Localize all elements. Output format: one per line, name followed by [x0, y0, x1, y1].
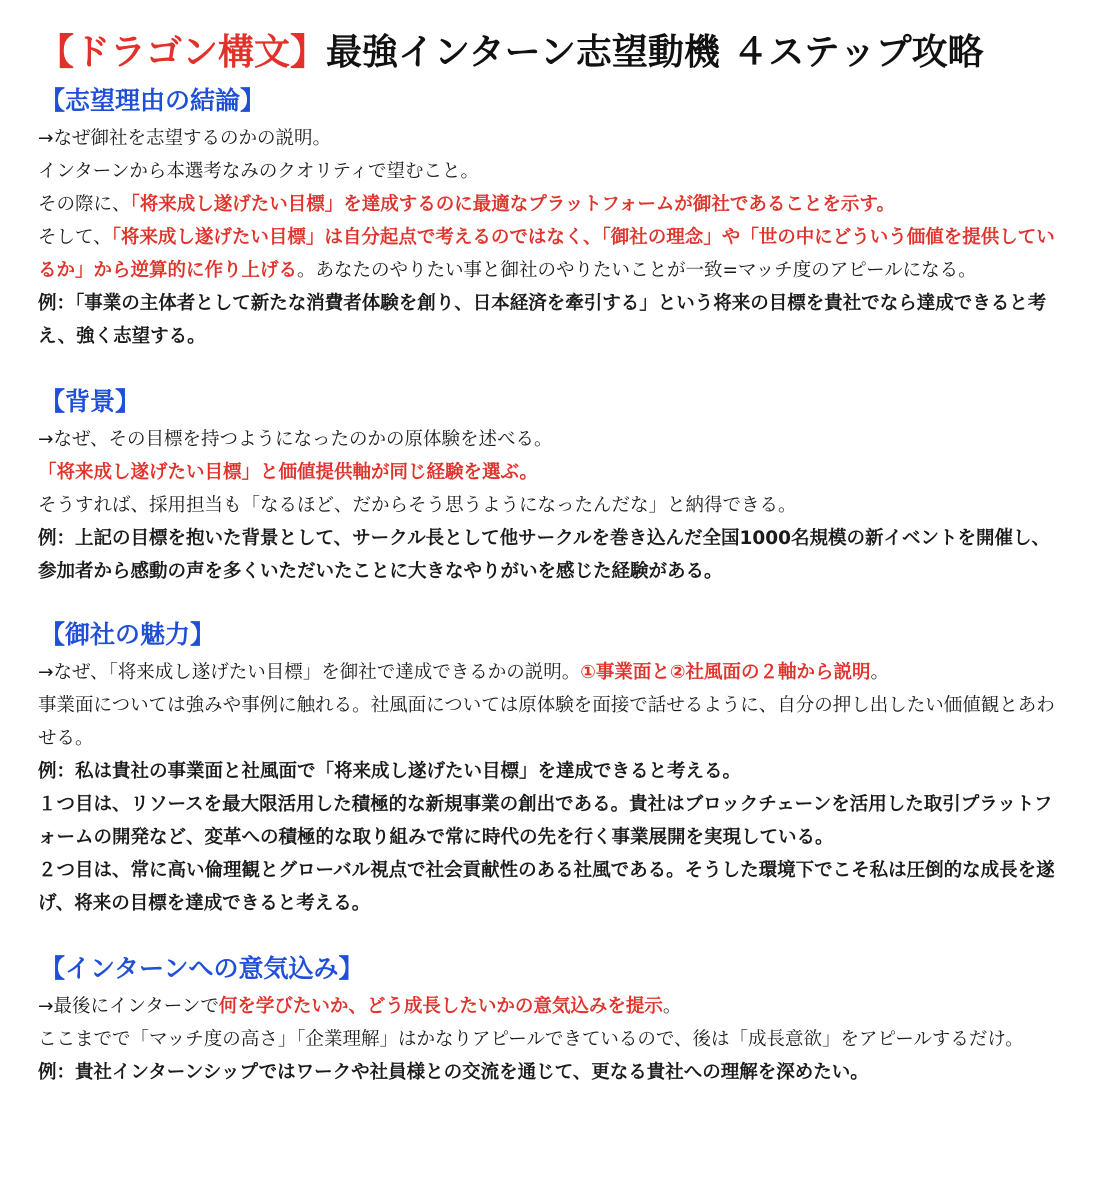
section-enthusiasm — [38, 950, 1058, 1089]
example-text: 例：「事業の主体者として新たな消費者体験を創り、日本経済を牽引する」という将来の目標を貴社でなら達成できると考え、強く志望する。 — [38, 293, 1047, 347]
section-line — [38, 221, 1058, 287]
title-main: 最強インターン志望動機 ４ステップ攻略 — [326, 32, 984, 73]
line-text: その際に、 — [38, 194, 131, 215]
section-line: そうすれば、採用担当も「なるほど、だからそう思うようになったんだな」と納得できる。 — [38, 495, 797, 516]
example-text: 例：私は貴社の事業面と社風面で「将来成し遂げたい目標」を達成できると考える。 — [38, 761, 742, 782]
line-text: →なぜ、「将来成し遂げたい目標」を御社で達成できるかの説明。 — [38, 662, 581, 683]
line-text: 。あなたのやりたい事と御社のやりたいことが一致=マッチ度のアピールになる。 — [297, 260, 977, 281]
document-page — [38, 28, 1058, 1089]
example-text: 例：上記の目標を抱いた背景として、サークル長として他サークルを巻き込んだ全国1000名規模の新イベントを開催し、参加者から感動の声を多くいただいたことに大きなやりがいを感じた経験がある。 — [38, 528, 1051, 582]
line-text: そして、 — [38, 227, 112, 248]
section-line: 事業面については強みや事例に触れる。社風面については原体験を面接で話せるように、自分の押し出したい価値観とあわせる。 — [38, 695, 1055, 749]
line-text: 。 — [662, 996, 682, 1017]
section-line: →なぜ、その目標を持つようになったのかの原体験を述べる。 — [38, 429, 553, 450]
highlight-text: 「将来成し遂げたい目標」は自分起点で考えるのではなく、「御社の理念」や「世の中にどういう価値を提供しているか」から逆算的に作り上げる — [38, 227, 1055, 281]
section-line: →なぜ御社を志望するのかの説明。 — [38, 128, 332, 149]
section-heading: 【背景】 — [40, 387, 141, 416]
section-background — [38, 383, 1058, 588]
highlight-text: 「将来成し遂げたい目標」と価値提供軸が同じ経験を選ぶ。 — [38, 462, 538, 483]
line-text: →最後にインターンで — [38, 996, 219, 1017]
example-text: ２つ目は、常に高い倫理観とグローバル視点で社会貢献性のある社風である。そうした環境下でこそ私は圧倒的な成長を遂げ、将来の目標を達成できると考える。 — [38, 860, 1055, 914]
section-heading: 【インターンへの意気込み】 — [40, 954, 364, 983]
highlight-text: ①事業面と②社風面の２軸から説明 — [580, 662, 871, 683]
example-text: １つ目は、リソースを最大限活用した積極的な新規事業の創出である。貴社はブロックチェーンを活用した取引プラットフォームの開発など、変革への積極的な取り組みで常に時代の先を行く事業展開を実現している。 — [38, 794, 1053, 848]
section-heading: 【御社の魅力】 — [40, 620, 216, 649]
section-line — [38, 188, 1058, 221]
section-heading: 【志望理由の結論】 — [40, 86, 266, 115]
section-line — [38, 990, 1058, 1023]
section-appeal — [38, 616, 1058, 920]
section-line: インターンから本選考なみのクオリティで望むこと。 — [38, 161, 480, 182]
title-accent: 【ドラゴン構文】 — [38, 32, 327, 73]
section-conclusion — [38, 82, 1058, 353]
highlight-text: 何を学びたいか、どう成長したいかの意気込みを提示 — [218, 996, 663, 1017]
section-line — [38, 656, 1058, 689]
example-text: 例：貴社インターンシップではワークや社員様との交流を通じて、更なる貴社への理解を深めたい。 — [38, 1062, 869, 1083]
page-title — [38, 28, 1058, 78]
highlight-text: 「将来成し遂げたい目標」を達成するのに最適なプラットフォームが御社であることを示す。 — [130, 194, 895, 215]
section-line: ここまでで「マッチ度の高さ」「企業理解」はかなりアピールできているので、後は「成長意欲」をアピールするだけ。 — [38, 1029, 1024, 1050]
line-text: 。 — [870, 662, 890, 683]
